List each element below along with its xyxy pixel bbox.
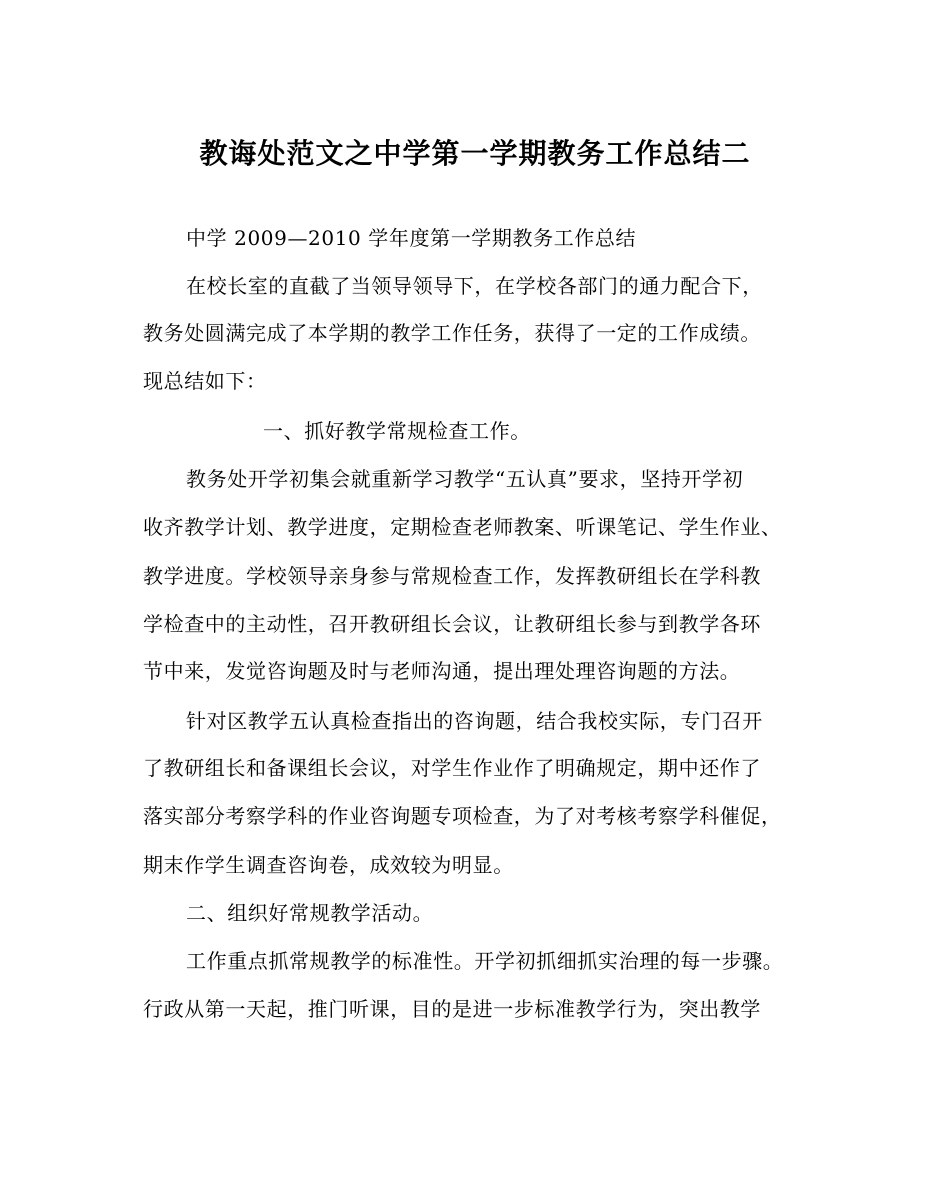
paragraph-line: 现总结如下： xyxy=(143,369,267,393)
document-title: 教诲处范文之中学第一学期教务工作总结二 xyxy=(199,137,751,170)
paragraph-line: 在校长室的直截了当领导领导下，在学校各部门的通力配合下， xyxy=(186,274,763,298)
paragraph-line: 期末作学生调查咨询卷，成效较为明显。 xyxy=(143,853,514,877)
paragraph-line: 学检查中的主动性，召开教研组长会议，让教研组长参与到教学各环 xyxy=(143,612,761,636)
paragraph-line: 教学进度。学校领导亲身参与常规检查工作，发挥教研组长在学科教 xyxy=(143,564,761,588)
paragraph-line: 教务处开学初集会就重新学习教学“五认真”要求，坚持开学初 xyxy=(186,467,744,491)
section-heading: 一、抓好教学常规检查工作。 xyxy=(263,419,531,443)
paragraph-line: 针对区教学五认真检查指出的咨询题，结合我校实际，专门召开 xyxy=(186,709,763,733)
paragraph-line: 工作重点抓常规教学的标准性。开学初抓细抓实治理的每一步骤。 xyxy=(186,949,784,973)
paragraph-line: 落实部分考察学科的作业咨询题专项检查，为了对考核考察学科催促， xyxy=(143,804,782,828)
paragraph-line: 行政从第一天起，推门听课，目的是进一步标准教学行为，突出教学 xyxy=(143,997,761,1021)
paragraph-line: 节中来，发觉咨询题及时与老师沟通，提出理处理咨询题的方法。 xyxy=(143,659,741,683)
section-heading: 二、组织好常规教学活动。 xyxy=(186,901,434,925)
paragraph-line: 教务处圆满完成了本学期的教学工作任务，获得了一定的工作成绩。 xyxy=(143,321,761,345)
subtitle-line: 中学 2009—2010 学年度第一学期教务工作总结 xyxy=(186,226,637,250)
paragraph-line: 了教研组长和备课组长会议，对学生作业作了明确规定，期中还作了 xyxy=(143,756,761,780)
paragraph-line: 收齐教学计划、教学进度，定期检查老师教案、听课笔记、学生作业、 xyxy=(143,515,782,539)
